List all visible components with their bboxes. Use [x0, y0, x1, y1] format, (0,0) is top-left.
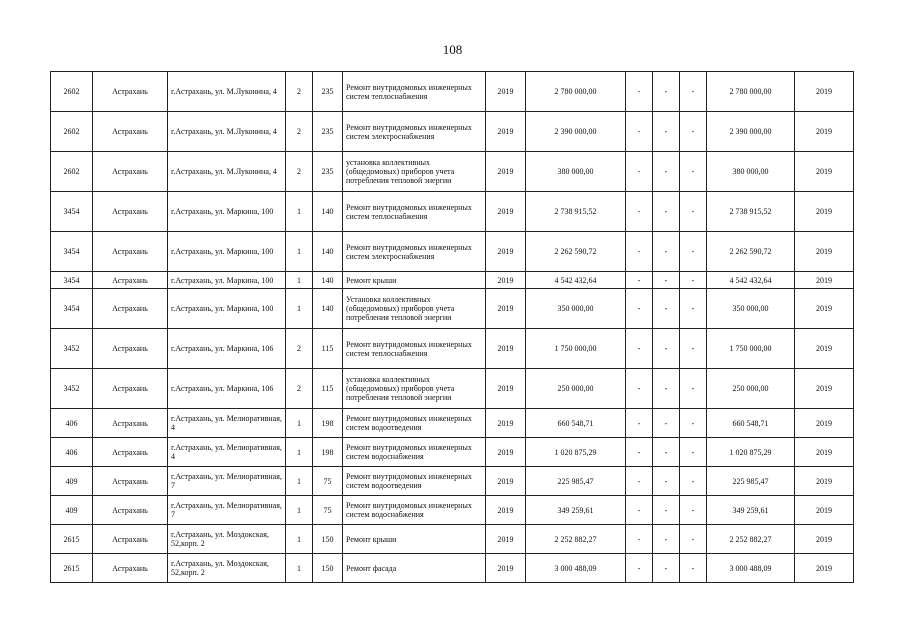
floors-cell: 2 [286, 152, 313, 192]
address-cell: г.Астрахань, ул. М.Луконина, 4 [168, 72, 286, 112]
dash-cell-3: - [680, 409, 707, 438]
completion-year-cell: 2019 [795, 232, 854, 272]
city-cell: Астрахань [93, 329, 168, 369]
floors-cell: 1 [286, 409, 313, 438]
city-cell: Астрахань [93, 525, 168, 554]
completion-year-cell: 2019 [795, 554, 854, 583]
house-id-cell: 406 [51, 438, 93, 467]
dash-cell-3: - [680, 289, 707, 329]
dash-cell-2: - [653, 289, 680, 329]
dash-cell-2: - [653, 409, 680, 438]
area-cell: 115 [313, 329, 343, 369]
dash-cell-3: - [680, 329, 707, 369]
completion-year-cell: 2019 [795, 192, 854, 232]
table-row [51, 496, 854, 525]
total-cell: 1 750 000,00 [707, 329, 795, 369]
completion-year-cell: 2019 [795, 112, 854, 152]
dash-cell-2: - [653, 192, 680, 232]
cost-cell: 3 000 488,09 [526, 554, 626, 583]
total-cell: 2 262 590,72 [707, 232, 795, 272]
year-cell: 2019 [486, 525, 526, 554]
completion-year-cell: 2019 [795, 525, 854, 554]
cost-cell: 225 985,47 [526, 467, 626, 496]
area-cell: 198 [313, 438, 343, 467]
dash-cell-3: - [680, 192, 707, 232]
address-cell: г.Астрахань, ул. Маркина, 106 [168, 329, 286, 369]
year-cell: 2019 [486, 112, 526, 152]
dash-cell-1: - [626, 192, 653, 232]
floors-cell: 1 [286, 289, 313, 329]
city-cell: Астрахань [93, 409, 168, 438]
address-cell: г.Астрахань, ул. Моздокская, 52,корп. 2 [168, 554, 286, 583]
floors-cell: 1 [286, 232, 313, 272]
completion-year-cell: 2019 [795, 289, 854, 329]
area-cell: 235 [313, 152, 343, 192]
year-cell: 2019 [486, 329, 526, 369]
cost-cell: 250 000,00 [526, 369, 626, 409]
completion-year-cell: 2019 [795, 152, 854, 192]
house-id-cell: 2615 [51, 525, 93, 554]
city-cell: Астрахань [93, 192, 168, 232]
cost-cell: 2 780 000,00 [526, 72, 626, 112]
dash-cell-1: - [626, 438, 653, 467]
table-row [51, 329, 854, 369]
dash-cell-2: - [653, 525, 680, 554]
address-cell: г.Астрахань, ул. Маркина, 100 [168, 272, 286, 289]
year-cell: 2019 [486, 467, 526, 496]
dash-cell-2: - [653, 496, 680, 525]
dash-cell-1: - [626, 112, 653, 152]
work-type-cell: Ремонт крыши [343, 525, 486, 554]
floors-cell: 2 [286, 329, 313, 369]
city-cell: Астрахань [93, 496, 168, 525]
total-cell: 660 548,71 [707, 409, 795, 438]
dash-cell-2: - [653, 329, 680, 369]
table-row [51, 525, 854, 554]
dash-cell-1: - [626, 409, 653, 438]
address-cell: г.Астрахань, ул. Мелиоративная, 7 [168, 467, 286, 496]
completion-year-cell: 2019 [795, 496, 854, 525]
year-cell: 2019 [486, 232, 526, 272]
total-cell: 349 259,61 [707, 496, 795, 525]
dash-cell-3: - [680, 496, 707, 525]
city-cell: Астрахань [93, 72, 168, 112]
dash-cell-2: - [653, 152, 680, 192]
year-cell: 2019 [486, 438, 526, 467]
area-cell: 198 [313, 409, 343, 438]
floors-cell: 1 [286, 525, 313, 554]
table-row [51, 152, 854, 192]
dash-cell-3: - [680, 112, 707, 152]
address-cell: г.Астрахань, ул. М.Луконина, 4 [168, 112, 286, 152]
completion-year-cell: 2019 [795, 438, 854, 467]
cost-cell: 660 548,71 [526, 409, 626, 438]
area-cell: 140 [313, 289, 343, 329]
dash-cell-2: - [653, 272, 680, 289]
total-cell: 2 390 000,00 [707, 112, 795, 152]
completion-year-cell: 2019 [795, 467, 854, 496]
dash-cell-1: - [626, 232, 653, 272]
completion-year-cell: 2019 [795, 329, 854, 369]
dash-cell-1: - [626, 72, 653, 112]
house-id-cell: 3452 [51, 329, 93, 369]
work-type-cell: Ремонт фасада [343, 554, 486, 583]
table-row [51, 232, 854, 272]
cost-cell: 1 750 000,00 [526, 329, 626, 369]
total-cell: 380 000,00 [707, 152, 795, 192]
cost-cell: 2 252 882,27 [526, 525, 626, 554]
cost-cell: 350 000,00 [526, 289, 626, 329]
total-cell: 250 000,00 [707, 369, 795, 409]
house-id-cell: 406 [51, 409, 93, 438]
area-cell: 75 [313, 496, 343, 525]
year-cell: 2019 [486, 192, 526, 232]
table-row [51, 369, 854, 409]
dash-cell-2: - [653, 369, 680, 409]
area-cell: 235 [313, 112, 343, 152]
dash-cell-2: - [653, 438, 680, 467]
table-row [51, 272, 854, 289]
page-number: 108 [442, 42, 463, 57]
house-id-cell: 3454 [51, 289, 93, 329]
dash-cell-3: - [680, 438, 707, 467]
completion-year-cell: 2019 [795, 72, 854, 112]
house-id-cell: 3454 [51, 272, 93, 289]
work-type-cell: Ремонт крыши [343, 272, 486, 289]
house-id-cell: 3452 [51, 369, 93, 409]
table-body [51, 72, 854, 583]
cost-cell: 1 020 875,29 [526, 438, 626, 467]
dash-cell-3: - [680, 152, 707, 192]
house-id-cell: 3454 [51, 232, 93, 272]
dash-cell-1: - [626, 329, 653, 369]
dash-cell-3: - [680, 369, 707, 409]
dash-cell-1: - [626, 369, 653, 409]
work-type-cell: Ремонт внутридомовых инженерных систем электроснабжения [343, 112, 486, 152]
dash-cell-3: - [680, 272, 707, 289]
city-cell: Астрахань [93, 112, 168, 152]
house-id-cell: 409 [51, 467, 93, 496]
area-cell: 115 [313, 369, 343, 409]
work-type-cell: Ремонт внутридомовых инженерных систем теплоснабжения [343, 192, 486, 232]
address-cell: г.Астрахань, ул. Маркина, 100 [168, 192, 286, 232]
floors-cell: 1 [286, 467, 313, 496]
city-cell: Астрахань [93, 369, 168, 409]
cost-cell: 380 000,00 [526, 152, 626, 192]
area-cell: 150 [313, 525, 343, 554]
cost-cell: 2 738 915,52 [526, 192, 626, 232]
floors-cell: 2 [286, 72, 313, 112]
year-cell: 2019 [486, 409, 526, 438]
total-cell: 2 738 915,52 [707, 192, 795, 232]
house-id-cell: 3454 [51, 192, 93, 232]
repair-program-table [50, 71, 854, 583]
city-cell: Астрахань [93, 232, 168, 272]
dash-cell-3: - [680, 232, 707, 272]
year-cell: 2019 [486, 369, 526, 409]
area-cell: 140 [313, 192, 343, 232]
work-type-cell: Ремонт внутридомовых инженерных систем водоотведения [343, 409, 486, 438]
work-type-cell: установка коллективных (общедомовых) приборов учета потребления тепловой энергии [343, 152, 486, 192]
work-type-cell: Ремонт внутридомовых инженерных систем теплоснабжения [343, 72, 486, 112]
cost-cell: 349 259,61 [526, 496, 626, 525]
completion-year-cell: 2019 [795, 409, 854, 438]
floors-cell: 1 [286, 554, 313, 583]
dash-cell-1: - [626, 496, 653, 525]
year-cell: 2019 [486, 496, 526, 525]
address-cell: г.Астрахань, ул. Маркина, 100 [168, 289, 286, 329]
work-type-cell: Установка коллективных (общедомовых) приборов учета потребления тепловой энергии [343, 289, 486, 329]
dash-cell-2: - [653, 72, 680, 112]
year-cell: 2019 [486, 554, 526, 583]
work-type-cell: Ремонт внутридомовых инженерных систем электроснабжения [343, 232, 486, 272]
table-row [51, 72, 854, 112]
dash-cell-2: - [653, 112, 680, 152]
address-cell: г.Астрахань, ул. Маркина, 100 [168, 232, 286, 272]
city-cell: Астрахань [93, 289, 168, 329]
dash-cell-3: - [680, 72, 707, 112]
floors-cell: 2 [286, 369, 313, 409]
total-cell: 3 000 488,09 [707, 554, 795, 583]
dash-cell-2: - [653, 467, 680, 496]
floors-cell: 1 [286, 272, 313, 289]
floors-cell: 1 [286, 438, 313, 467]
area-cell: 150 [313, 554, 343, 583]
table-row [51, 409, 854, 438]
city-cell: Астрахань [93, 554, 168, 583]
total-cell: 225 985,47 [707, 467, 795, 496]
cost-cell: 2 262 590,72 [526, 232, 626, 272]
year-cell: 2019 [486, 152, 526, 192]
table-row [51, 289, 854, 329]
address-cell: г.Астрахань, ул. Моздокская, 52,корп. 2 [168, 525, 286, 554]
house-id-cell: 2602 [51, 112, 93, 152]
dash-cell-1: - [626, 152, 653, 192]
city-cell: Астрахань [93, 272, 168, 289]
address-cell: г.Астрахань, ул. Маркина, 106 [168, 369, 286, 409]
city-cell: Астрахань [93, 438, 168, 467]
work-type-cell: Ремонт внутридомовых инженерных систем водоснабжения [343, 496, 486, 525]
cost-cell: 4 542 432,64 [526, 272, 626, 289]
city-cell: Астрахань [93, 467, 168, 496]
city-cell: Астрахань [93, 152, 168, 192]
table-row [51, 112, 854, 152]
floors-cell: 1 [286, 192, 313, 232]
dash-cell-1: - [626, 467, 653, 496]
address-cell: г.Астрахань, ул. Мелиоративная, 4 [168, 409, 286, 438]
work-type-cell: Ремонт внутридомовых инженерных систем теплоснабжения [343, 329, 486, 369]
house-id-cell: 2602 [51, 152, 93, 192]
cost-cell: 2 390 000,00 [526, 112, 626, 152]
dash-cell-1: - [626, 289, 653, 329]
dash-cell-2: - [653, 554, 680, 583]
dash-cell-1: - [626, 525, 653, 554]
year-cell: 2019 [486, 289, 526, 329]
total-cell: 1 020 875,29 [707, 438, 795, 467]
total-cell: 4 542 432,64 [707, 272, 795, 289]
dash-cell-3: - [680, 525, 707, 554]
dash-cell-3: - [680, 554, 707, 583]
completion-year-cell: 2019 [795, 272, 854, 289]
area-cell: 140 [313, 232, 343, 272]
house-id-cell: 2602 [51, 72, 93, 112]
floors-cell: 1 [286, 496, 313, 525]
table-row [51, 554, 854, 583]
dash-cell-3: - [680, 467, 707, 496]
address-cell: г.Астрахань, ул. Мелиоративная, 4 [168, 438, 286, 467]
completion-year-cell: 2019 [795, 369, 854, 409]
dash-cell-2: - [653, 232, 680, 272]
year-cell: 2019 [486, 72, 526, 112]
table-row [51, 192, 854, 232]
address-cell: г.Астрахань, ул. М.Луконина, 4 [168, 152, 286, 192]
floors-cell: 2 [286, 112, 313, 152]
address-cell: г.Астрахань, ул. Мелиоративная, 7 [168, 496, 286, 525]
dash-cell-1: - [626, 554, 653, 583]
work-type-cell: Ремонт внутридомовых инженерных систем водоснабжения [343, 438, 486, 467]
total-cell: 2 780 000,00 [707, 72, 795, 112]
work-type-cell: установка коллективных (общедомовых) приборов учета потребления тепловой энергии [343, 369, 486, 409]
total-cell: 2 252 882,27 [707, 525, 795, 554]
house-id-cell: 2615 [51, 554, 93, 583]
table-row [51, 438, 854, 467]
dash-cell-1: - [626, 272, 653, 289]
area-cell: 75 [313, 467, 343, 496]
area-cell: 235 [313, 72, 343, 112]
work-type-cell: Ремонт внутридомовых инженерных систем водоотведения [343, 467, 486, 496]
area-cell: 140 [313, 272, 343, 289]
table-row [51, 467, 854, 496]
total-cell: 350 000,00 [707, 289, 795, 329]
house-id-cell: 409 [51, 496, 93, 525]
year-cell: 2019 [486, 272, 526, 289]
